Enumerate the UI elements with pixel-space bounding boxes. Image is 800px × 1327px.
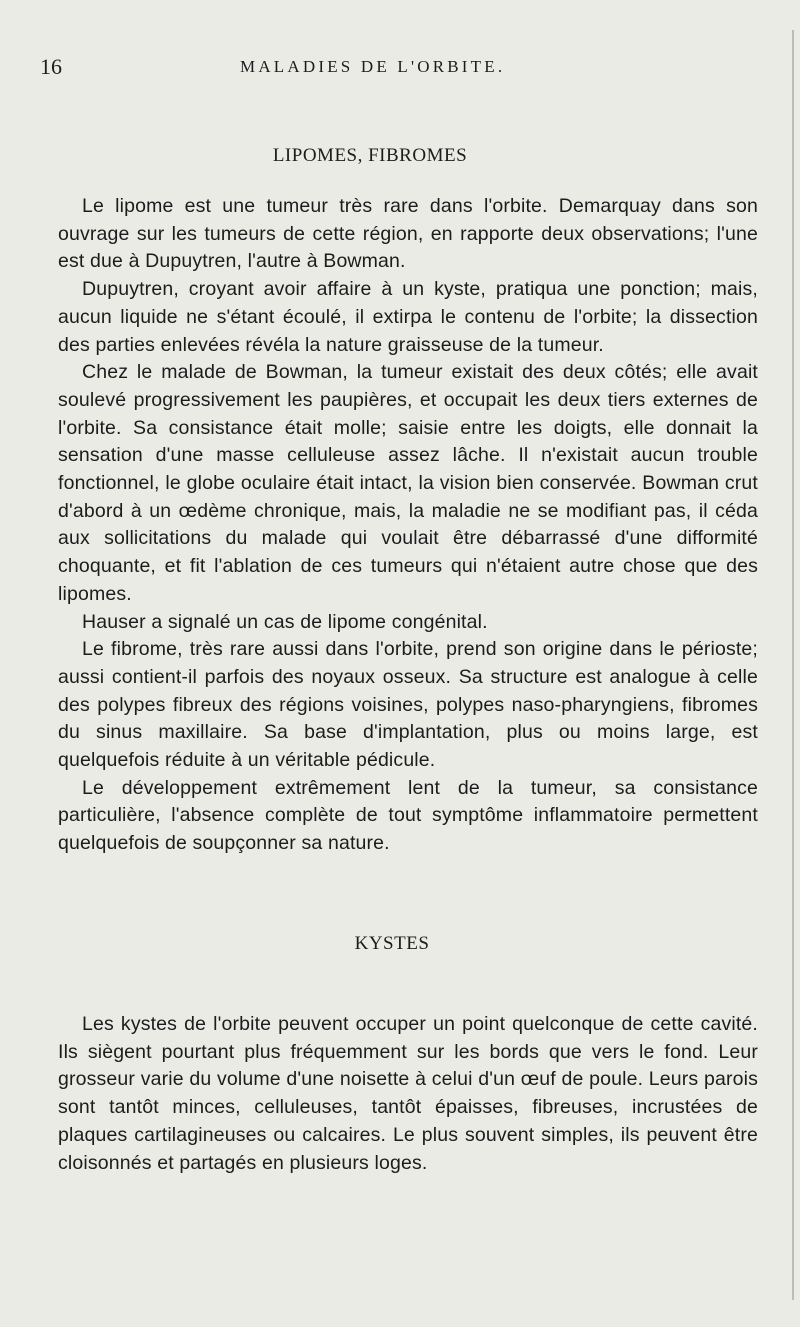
paragraph: Les kystes de l'orbite peuvent occuper un point quelconque de cette cavité. Ils siègent pourtant plus fréquemment sur les bords que vers le fond. Leur grosseur varie du volume d'une noisette à celui d'un œuf de poule. Leurs parois sont tantôt minces, celluleuses, tantôt épaisses, fibreuses, incrustées de plaques cartilagineuses ou calcaires. Le plus souvent simples, ils peuvent être cloisonnés et partagés en plusieurs loges. (58, 1013, 758, 1174)
paragraph: Chez le malade de Bowman, la tumeur existait des deux côtés; elle avait soulevé progressivement les paupières, et occupait les deux tiers externes de l'orbite. Sa consistance était molle; saisie entre les doigts, elle donnait la sensation d'une masse celluleuse assez lâche. Il n'existait aucun trouble fonctionnel, le globe oculaire était intact, la vision bien conservée. Bowman crut d'abord à un œdème chronique, mais, la maladie ne se modifiant pas, il céda aux sollicitations du malade qui voulait être débarrassé d'une difformité choquante, et fit l'ablation de ces tumeurs qui n'étaient autre chose que des lipomes. (58, 361, 758, 605)
running-title: MALADIES DE L'ORBITE. (240, 57, 506, 76)
paragraph: Dupuytren, croyant avoir affaire à un kyste, pratiqua une ponction; mais, aucun liquide ne s'étant écoulé, il extirpa le contenu de l'orbite; la dissection des parties enlevées révéla la nature graisseuse de la tumeur. (58, 278, 758, 356)
section-title-lipomes-fibromes: LIPOMES, FIBROMES (272, 145, 468, 166)
section-title-kystes: KYSTES (354, 933, 430, 954)
paragraph: Le développement extrêmement lent de la tumeur, sa consistance particulière, l'absence complète de tout symptôme inflammatoire permettent quelquefois de soupçonner sa nature. (58, 776, 758, 855)
paragraph: Le fibrome, très rare aussi dans l'orbite, prend son origine dans le périoste; aussi contient-il parfois des noyaux osseux. Sa structure est analogue à celle des polypes fibreux des régions voisines, polypes naso-pharyngiens, fibromes du sinus maxillaire. Sa base d'implantation, plus ou moins large, est quelquefois réduite à un véritable pédicule. (58, 638, 758, 772)
running-header (40, 48, 760, 78)
section-body-lipomes-fibromes (58, 193, 758, 858)
page-number: 16 (40, 54, 62, 79)
paragraph: Hauser a signalé un cas de lipome congénital. (82, 610, 488, 633)
paragraph: Le lipome est une tumeur très rare dans l'orbite. Demarquay dans son ouvrage sur les tumeurs de cette région, en rapporte deux observations; l'une est due à Dupuytren, l'autre à Bowman. (58, 195, 758, 273)
section-body-kystes (58, 1011, 758, 1177)
page-edge-shadow (792, 30, 794, 1300)
